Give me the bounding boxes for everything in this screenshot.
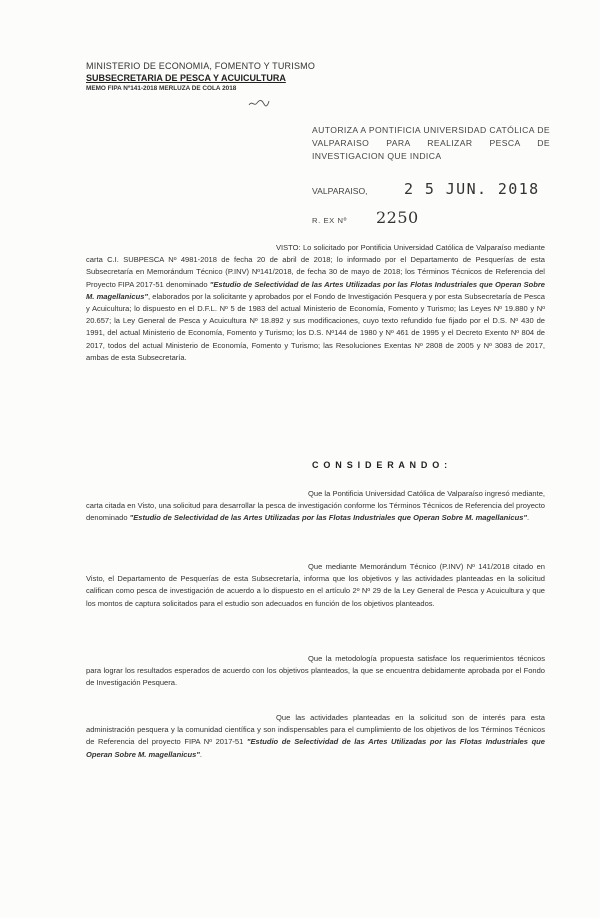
initials-signature-icon bbox=[248, 98, 270, 108]
considerando-4-text: Que las actividades planteadas en la solicitud son de interés para esta administración pesquera y la comunidad científica y son indispensables para el cumplimiento de los objetivos de los Términos Técnicos de Referencia del proyecto FIPA Nº 2017-51 bbox=[86, 713, 545, 747]
subsecretaria-name: SUBSECRETARIA DE PESCA Y ACUICULTURA bbox=[86, 73, 286, 83]
considerando-paragraph-1 bbox=[86, 488, 545, 525]
considerando-1-end: . bbox=[526, 513, 530, 523]
letterhead bbox=[86, 60, 326, 93]
memo-reference: MEMO FIPA Nº141-2018 MERLUZA DE COLA 2018 bbox=[86, 85, 237, 92]
visto-text-1: Lo solicitado por Pontificia Universidad Católica de Valparaíso mediante carta C.I. SUBPESCA Nº 4981-2018 de fecha 20 de abril de 2018; lo informado por el Departamento de Pesquerías de esta Subsecretaría en Memorándum Técnico (P.INV) Nº141/2018, de fecha 30 de mayo de 2018; los Términos Técnicos de Referencia del Proyecto FIPA 2017-51 denominado bbox=[86, 243, 545, 289]
considerando-paragraph-3 bbox=[86, 653, 545, 690]
considerando-paragraph-4 bbox=[86, 712, 545, 761]
visto-paragraph bbox=[86, 242, 545, 364]
date-stamp: 2 5 JUN. 2018 bbox=[404, 180, 540, 198]
considerando-2-text: Que mediante Memorándum Técnico (P.INV) Nº 141/2018 citado en Visto, el Departamento de Pesquerías de esta Subsecretaría, informa que los objetivos y las actividades planteadas en la solicitud califican como pesca de investigación de acuerdo a lo dispuesto en el artículo 2º Nº 29 de la Ley General de Pesca y Acuicultura y que los montos de captura solicitados para el estudio son adecuados en función de los objetivos planteados. bbox=[86, 562, 545, 608]
considerando-paragraph-2 bbox=[86, 561, 545, 610]
considerando-1-text: Que la Pontificia Universidad Católica de Valparaíso ingresó mediante, carta citada en Visto, una solicitud para desarrollar la pesca de investigación conforme los Términos Técnicos de Referencia del proyecto denominado bbox=[86, 489, 545, 523]
considerando-1-title: "Estudio de Selectividad de las Artes Utilizadas por las Flotas Industriales que Operan Sobre M. magellanicus" bbox=[129, 513, 527, 523]
resolution-label: R. EX Nº bbox=[312, 216, 348, 225]
visto-label: VISTO: bbox=[276, 243, 301, 252]
considerando-heading: C O N S I D E R A N D O : bbox=[312, 460, 449, 470]
considerando-4-title: "Estudio de Selectividad de las Artes Utilizadas por las Flotas Industriales que Operan Sobre M. magellanicus" bbox=[86, 737, 545, 759]
resolution-number: 2250 bbox=[376, 208, 419, 227]
visto-project-title: "Estudio de Selectividad de las Artes Utilizadas por las Flotas Industriales que Operan Sobre M. magellanicus" bbox=[86, 279, 545, 301]
ministry-name: MINISTERIO DE ECONOMIA, FOMENTO Y TURISMO bbox=[86, 61, 316, 71]
date-city: VALPARAISO, bbox=[312, 186, 368, 196]
considerando-3-text: Que la metodología propuesta satisface los requerimientos técnicos para lograr los resultados esperados de acuerdo con los objetivos planteados, la que se encuentra debidamente aprobada por el Fondo de Investigación Pesquera. bbox=[86, 654, 545, 688]
resolution-subject: AUTORIZA A PONTIFICIA UNIVERSIDAD CATÓLICA DE VALPARAISO PARA REALIZAR PESCA DE INVESTIGACION QUE INDICA bbox=[312, 125, 550, 161]
visto-text-2: , elaborados por la solicitante y aprobados por el Fondo de Investigación Pesquera y por esta Subsecretaría de Pesca y Acuicultura; lo dispuesto en el D.F.L. Nº 5 de 1983 del actual Ministerio de Economía, Fomento y Turismo; las Leyes Nº 19.880 y Nº 20.657; la Ley General de Pesca y Acuicultura Nº 18.892 y sus modificaciones, cuyo texto refundido fue fijado por el D.S. Nº 430 de 1991, del actual Ministerio de Economía, Fomento y Turismo; los D.S. Nº144 de 1980 y Nº 461 de 1995 y el Decreto Exento Nº 804 de 2017, todos del actual Ministerio de Economía, Fomento y Turismo; las Resoluciones Exentas Nº 2808 de 2005 y Nº 3083 de 2017, ambas de esta Subsecretaría. bbox=[86, 291, 545, 362]
resolution-number-line bbox=[312, 208, 512, 232]
considerando-4-end: . bbox=[199, 749, 202, 759]
date-line bbox=[312, 180, 552, 204]
